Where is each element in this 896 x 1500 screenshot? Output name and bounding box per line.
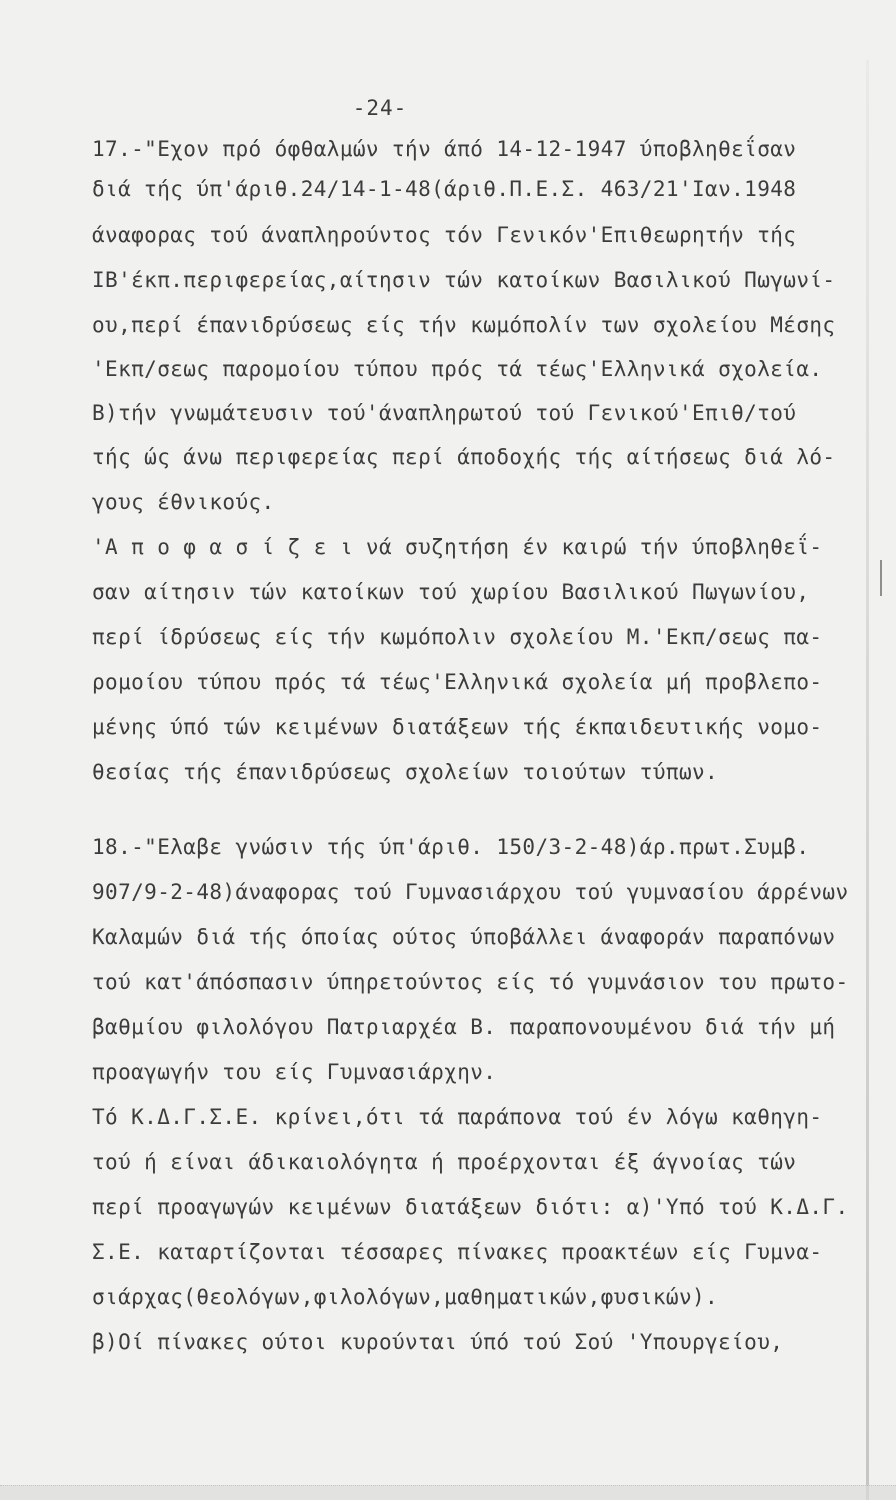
text-line: προαγωγήν του είς Γυμνασιάρχην. xyxy=(92,1060,497,1084)
text-line: 'Εκπ/σεως παρομοίου τύπου πρός τά τέως'Ελληνικά σχολεία. xyxy=(92,357,823,381)
text-line: 17.-"Εχον πρό όφθαλμών τήν άπό 14-12-1947 ύποβληθεΐσαν xyxy=(92,137,797,161)
text-line: 907/9-2-48)άναφορας τού Γυμνασιάρχου τού γυμνασίου άρρένων xyxy=(92,880,849,904)
text-line: τού κατ'άπόσπασιν ύπηρετούντος είς τό γυμνάσιον του πρωτο- xyxy=(92,970,849,994)
page-edge-mark xyxy=(880,560,882,596)
text-line: διά τής ύπ'άριθ.24/14-1-48(άριθ.Π.Ε.Σ. 463/21'Ιαν.1948 xyxy=(92,177,797,201)
text-line: τού ή είναι άδικαιολόγητα ή προέρχονται έξ άγνοίας τών xyxy=(92,1150,797,1174)
text-line: β)Οί πίνακες ούτοι κυρούνται ύπό τού Σού 'Υπουργείου, xyxy=(92,1330,784,1354)
text-line: σαν αίτησιν τών κατοίκων τού χωρίου Βασιλικού Πωγωνίου, xyxy=(92,580,810,604)
text-line: ΙΒ'έκπ.περιφερείας,αίτησιν τών κατοίκων Βασιλικού Πωγωνί- xyxy=(92,268,836,292)
text-line: ου,περί έπανιδρύσεως είς τήν κωμόπολίν των σχολείου Μέσης xyxy=(92,313,836,337)
text-line: Καλαμών διά τής όποίας ούτος ύποβάλλει άναφοράν παραπόνων xyxy=(92,925,836,949)
text-line: τής ώς άνω περιφερείας περί άποδοχής τής αίτήσεως διά λό- xyxy=(92,445,836,469)
text-line: περί προαγωγών κειμένων διατάξεων διότι: α)'Υπό τού Κ.Δ.Γ. xyxy=(92,1195,849,1219)
text-line: Σ.Ε. καταρτίζονται τέσσαρες πίνακες προακτέων είς Γυμνα- xyxy=(92,1240,823,1264)
text-line: περί ίδρύσεως είς τήν κωμόπολιν σχολείου Μ.'Εκπ/σεως πα- xyxy=(92,625,823,649)
text-line: θεσίας τής έπανιδρύσεως σχολείων τοιούτων τύπων. xyxy=(92,760,719,784)
page-edge-shadow xyxy=(866,60,869,1500)
text-line: άναφορας τού άναπληρούντος τόν Γενικόν'Επιθεωρητήν τής xyxy=(92,223,797,247)
text-line: μένης ύπό τών κειμένων διατάξεων τής έκπαιδευτικής νομο- xyxy=(92,715,823,739)
text-line: σιάρχας(θεολόγων,φιλολόγων,μαθηματικών,φυσικών). xyxy=(92,1285,719,1309)
text-line: 'Α π ο φ α σ ί ζ ε ι νά συζητήση έν καιρώ τήν ύποβληθεΐ- xyxy=(92,535,823,559)
bottom-edge xyxy=(0,1485,896,1500)
text-line: Β)τήν γνωμάτευσιν τού'άναπληρωτού τού Γενικού'Επιθ/τού xyxy=(92,401,797,425)
text-line: βαθμίου φιλολόγου Πατριαρχέα Β. παραπονουμένου διά τήν μή xyxy=(92,1015,836,1039)
text-line: γους έθνικούς. xyxy=(92,490,275,514)
text-line: Τό Κ.Δ.Γ.Σ.Ε. κρίνει,ότι τά παράπονα τού έν λόγω καθηγη- xyxy=(92,1105,823,1129)
text-line: 18.-"Ελαβε γνώσιν τής ύπ'άριθ. 150/3-2-48)άρ.πρωτ.Συμβ. xyxy=(92,835,810,859)
text-line: ρομοίου τύπου πρός τά τέως'Ελληνικά σχολεία μή προβλεπο- xyxy=(92,670,823,694)
page-number: -24- xyxy=(352,96,408,120)
